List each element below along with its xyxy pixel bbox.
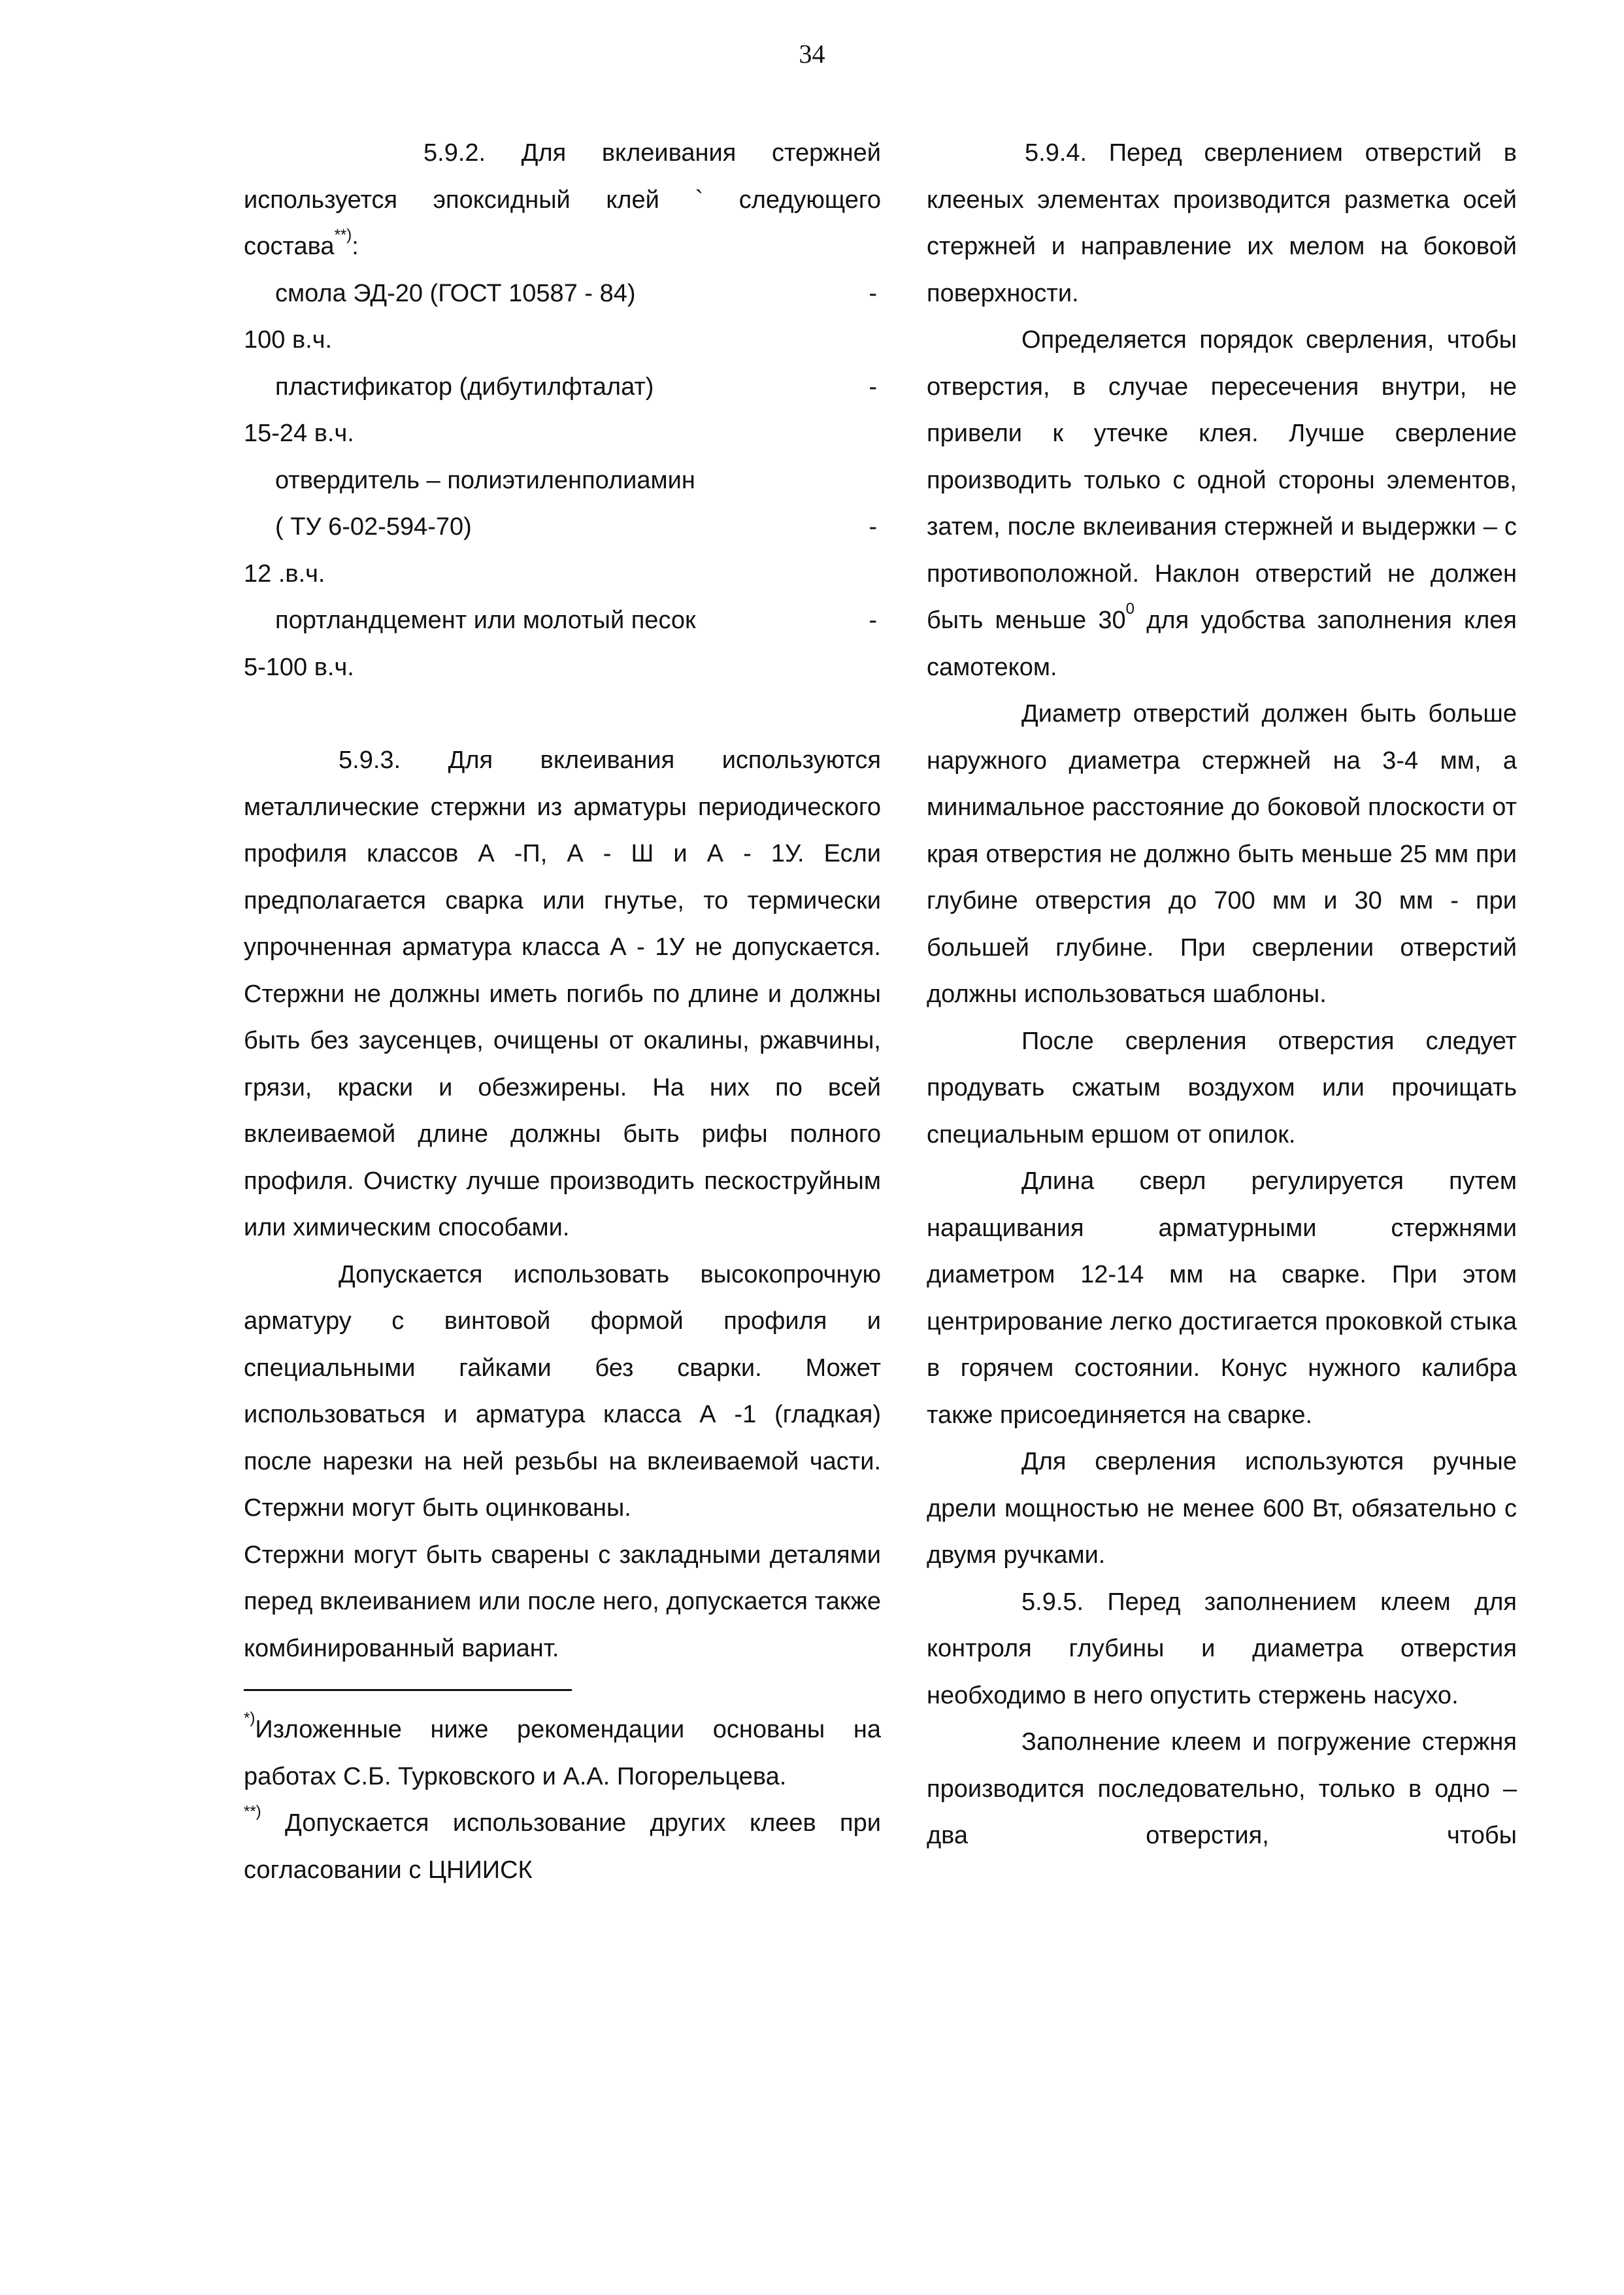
left-column xyxy=(244,130,881,1894)
footnote-ref-2: **) xyxy=(334,226,352,244)
glue-recipe-list xyxy=(244,271,881,692)
footnote-mark: **) xyxy=(244,1803,261,1820)
section-5-9-3: 5.9.3. Для вклеивания используются металлические стержни из арматуры периодического профиля классов А -П, А - Ш и А - 1У. Если предполагается сварка или гнутье, то термически упрочненная арматура класса А - 1У не допускается. Стержни не должны иметь погибь по длине и должны быть без заусенцев, очищены от окалины, ржавчины, грязи, краски и обезжирены. На них по всей вклеиваемой длине должны быть рифы полного профиля. Очистку лучше производить пескоструйным или химическим способами. xyxy=(244,746,881,1241)
paragraph-after-drilling: После сверления отверстия следует продувать сжатым воздухом или прочищать специальным ершом от опилок. xyxy=(927,1027,1517,1148)
right-column xyxy=(927,130,1517,1860)
footnote-divider xyxy=(244,1689,572,1691)
recipe-amount: 15-24 в.ч. xyxy=(244,420,354,447)
recipe-item: пластификатор (дибутилфталат) - xyxy=(275,373,877,401)
paragraph-drills: Для сверления используются ручные дрели мощностью не менее 600 Вт, обязательно с двумя ручками. xyxy=(927,1448,1517,1569)
paragraph-hole-diameter: Диаметр отверстий должен быть больше наружного диаметра стержней на 3-4 мм, а минимальное расстояние до боковой плоскости от края отверстия не должно быть меньше 25 мм при глубине отверстия до 700 мм и 30 мм - при большей глубине. При сверлении отверстий должны использоваться шаблоны. xyxy=(927,700,1517,1008)
recipe-amount: 12 .в.ч. xyxy=(244,560,325,588)
spacer xyxy=(244,691,881,737)
footnote-1: *)Изложенные ниже рекомендации основаны на работах С.Б. Турковского и А.А. Погорельцева. xyxy=(244,1709,881,1790)
recipe-item: смола ЭД-20 (ГОСТ 10587 - 84) - xyxy=(275,279,877,307)
recipe-item-continued: ( ТУ 6-02-594-70) - xyxy=(275,513,877,541)
degree-superscript: 0 xyxy=(1125,600,1135,618)
paragraph-welded-rods: Стержни могут быть сварены с закладными деталями перед вклеиванием или после него, допускается также комбинированный вариант. xyxy=(244,1541,881,1662)
recipe-item: портландцемент или молотый песок - xyxy=(275,607,877,634)
paragraph-drill-length: Длина сверл регулируется путем наращивания арматурными стержнями диаметром 12-14 мм на сварке. При этом центрирование легко достигается проковкой стыка в горячем состоянии. Конус нужного калибра также присоединяется на сварке. xyxy=(927,1167,1517,1429)
paragraph-allowed-rebar: Допускается использовать высокопрочную арматуру с винтовой формой профиля и специальными гайками без сварки. Может использоваться и арматура класса А -1 (гладкая) после нарезки на ней резьбы на вклеиваемой части. Стержни могут быть оцинкованы. xyxy=(244,1260,881,1522)
footnote-2: **) Допускается использование других клеев при согласовании с ЦНИИСК xyxy=(244,1803,881,1884)
paragraph-filling: Заполнение клеем и погружение стержня производится последовательно, только в одно – два отверстия, чтобы xyxy=(927,1728,1517,1849)
section-5-9-2-heading: 5.9.2. Для вклеивания стержней используется эпоксидный клей ` следующего состава**): xyxy=(244,139,881,260)
section-5-9-5: 5.9.5. Перед заполнением клеем для контроля глубины и диаметра отверстия необходимо в него опустить стержень насухо. xyxy=(927,1588,1517,1709)
paragraph-drilling-order: Определяется порядок сверления, чтобы отверстия, в случае пересечения внутри, не привели к утечке клея. Лучше сверление производить только с одной стороны элементов, затем, после вклеивания стержней и выдержки – с противоположной. Наклон отверстий не должен быть меньше $30^0$ для удобства заполнения клея самотеком. xyxy=(927,326,1517,681)
footnote-mark: *) xyxy=(244,1709,256,1727)
page-number: 34 xyxy=(799,39,825,69)
recipe-item: отвердитель – полиэтиленполиамин xyxy=(275,466,695,494)
section-5-9-4: 5.9.4. Перед сверлением отверстий в клееных элементах производится разметка осей стержней и направление их мелом на боковой поверхности. xyxy=(927,139,1517,307)
recipe-amount: 5-100 в.ч. xyxy=(244,653,354,681)
recipe-amount: 100 в.ч. xyxy=(244,326,333,354)
